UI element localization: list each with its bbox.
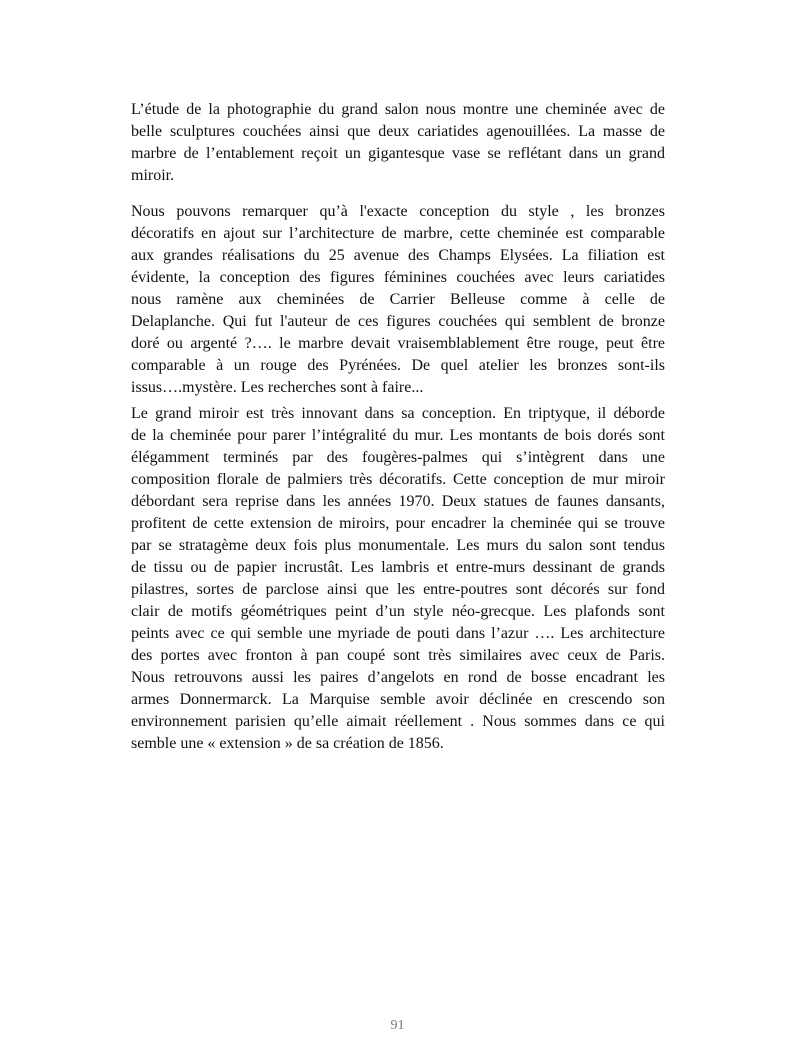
text-line: des portes avec fronton à pan coupé sont très similaires avec ceux de Paris. bbox=[131, 647, 665, 664]
text-line: doré ou argenté ?…. le marbre devait vraisemblablement être rouge, peut être bbox=[131, 335, 665, 352]
text-line: de la cheminée pour parer l’intégralité du mur. Les montants de bois dorés sont bbox=[131, 427, 665, 444]
text-line: élégamment terminés par des fougères-palmes qui s’intègrent dans une bbox=[131, 449, 665, 466]
paragraph-1 bbox=[131, 99, 665, 187]
text-line: issus….mystère. Les recherches sont à faire... bbox=[131, 379, 424, 396]
text-line: Nous retrouvons aussi les paires d’angelots en rond de bosse encadrant les bbox=[131, 669, 665, 686]
text-line: de tissu ou de papier incrustât. Les lambris et entre-murs dessinant de grands bbox=[131, 559, 665, 576]
text-line: marbre de l’entablement reçoit un gigantesque vase se reflétant dans un grand bbox=[131, 145, 665, 162]
text-line: semble une « extension » de sa création de 1856. bbox=[131, 735, 444, 752]
text-line: Delaplanche. Qui fut l'auteur de ces figures couchées qui semblent de bronze bbox=[131, 313, 665, 330]
text-line: L’étude de la photographie du grand salon nous montre une cheminée avec de bbox=[131, 101, 665, 118]
text-line: comparable à un rouge des Pyrénées. De quel atelier les bronzes sont-ils bbox=[131, 357, 665, 374]
text-line: environnement parisien qu’elle aimait réellement . Nous sommes dans ce qui bbox=[131, 713, 665, 730]
text-line: décoratifs en ajout sur l’architecture de marbre, cette cheminée est comparable bbox=[131, 225, 665, 242]
text-line: peints avec ce qui semble une myriade de pouti dans l’azur …. Les architecture bbox=[131, 625, 665, 642]
text-line: Nous pouvons remarquer qu’à l'exacte conception du style , les bronzes bbox=[131, 203, 665, 220]
text-line: clair de motifs géométriques peint d’un style néo-grecque. Les plafonds sont bbox=[131, 603, 665, 620]
text-line: nous ramène aux cheminées de Carrier Belleuse comme à celle de bbox=[131, 291, 665, 308]
page-number: 91 bbox=[390, 1018, 405, 1033]
text-line: aux grandes réalisations du 25 avenue des Champs Elysées. La filiation est bbox=[131, 247, 665, 264]
text-line: profitent de cette extension de miroirs, pour encadrer la cheminée qui se trouve bbox=[131, 515, 665, 532]
text-line: par se stratagème deux fois plus monumentale. Les murs du salon sont tendus bbox=[131, 537, 665, 554]
text-line: miroir. bbox=[131, 167, 175, 184]
text-line: armes Donnermarck. La Marquise semble avoir déclinée en crescendo son bbox=[131, 691, 665, 708]
text-line: pilastres, sortes de parclose ainsi que les entre-poutres sont décorés sur fond bbox=[131, 581, 665, 598]
text-line: débordant sera reprise dans les années 1970. Deux statues de faunes dansants, bbox=[131, 493, 665, 510]
text-line: Le grand miroir est très innovant dans sa conception. En triptyque, il déborde bbox=[131, 405, 665, 422]
text-line: composition florale de palmiers très décoratifs. Cette conception de mur miroir bbox=[131, 471, 665, 488]
text-line: belle sculptures couchées ainsi que deux cariatides agenouillées. La masse de bbox=[131, 123, 665, 140]
paragraph-2 bbox=[131, 201, 665, 399]
paragraph-3 bbox=[131, 403, 665, 755]
text-line: évidente, la conception des figures féminines couchées avec leurs cariatides bbox=[131, 269, 665, 286]
